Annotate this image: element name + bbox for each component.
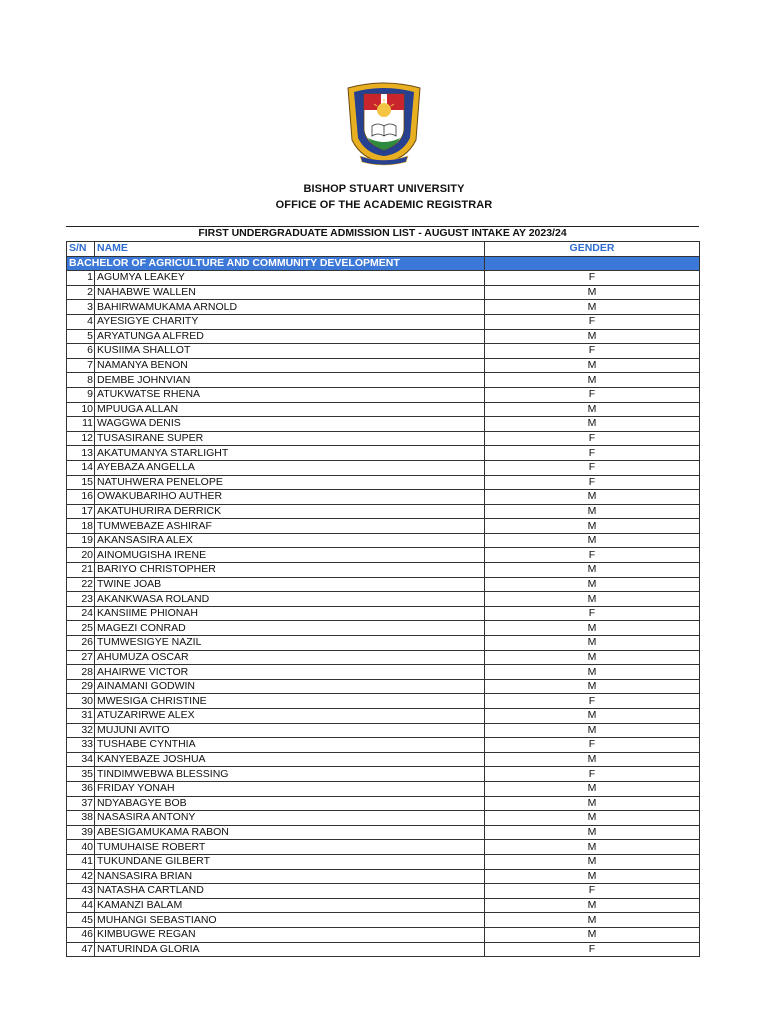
row-gender: M bbox=[485, 840, 700, 855]
row-gender: F bbox=[485, 694, 700, 709]
row-sn: 39 bbox=[67, 825, 95, 840]
row-sn: 13 bbox=[67, 446, 95, 461]
row-sn: 40 bbox=[67, 840, 95, 855]
table-row bbox=[67, 913, 700, 928]
row-name: ATUKWATSE RHENA bbox=[95, 387, 485, 402]
row-sn: 20 bbox=[67, 548, 95, 563]
row-sn: 23 bbox=[67, 592, 95, 607]
row-gender: M bbox=[485, 563, 700, 578]
row-sn: 43 bbox=[67, 884, 95, 899]
row-gender: F bbox=[485, 606, 700, 621]
row-sn: 28 bbox=[67, 665, 95, 680]
row-sn: 3 bbox=[67, 300, 95, 315]
row-gender: M bbox=[485, 300, 700, 315]
row-gender: M bbox=[485, 709, 700, 724]
row-gender: M bbox=[485, 329, 700, 344]
table-row bbox=[67, 621, 700, 636]
table-row bbox=[67, 300, 700, 315]
row-name: KUSIIMA SHALLOT bbox=[95, 344, 485, 359]
row-sn: 18 bbox=[67, 519, 95, 534]
admission-table bbox=[66, 241, 700, 957]
row-sn: 11 bbox=[67, 417, 95, 432]
table-row bbox=[67, 694, 700, 709]
row-gender: M bbox=[485, 577, 700, 592]
row-name: TUSASIRANE SUPER bbox=[95, 431, 485, 446]
row-name: NAMANYA BENON bbox=[95, 358, 485, 373]
list-title: FIRST UNDERGRADUATE ADMISSION LIST - AUGUST INTAKE AY 2023/24 bbox=[198, 227, 567, 239]
row-sn: 30 bbox=[67, 694, 95, 709]
row-gender: M bbox=[485, 504, 700, 519]
row-sn: 31 bbox=[67, 709, 95, 724]
table-row bbox=[67, 314, 700, 329]
row-gender: M bbox=[485, 811, 700, 826]
row-gender: M bbox=[485, 898, 700, 913]
table-row bbox=[67, 781, 700, 796]
row-gender: F bbox=[485, 314, 700, 329]
row-name: DEMBE JOHNVIAN bbox=[95, 373, 485, 388]
row-sn: 36 bbox=[67, 781, 95, 796]
row-name: AKATUMANYA STARLIGHT bbox=[95, 446, 485, 461]
row-name: BARIYO CHRISTOPHER bbox=[95, 563, 485, 578]
row-name: WAGGWA DENIS bbox=[95, 417, 485, 432]
row-gender: M bbox=[485, 650, 700, 665]
table-row bbox=[67, 519, 700, 534]
table-row bbox=[67, 358, 700, 373]
column-header-name: NAME bbox=[95, 242, 485, 257]
row-sn: 38 bbox=[67, 811, 95, 826]
row-sn: 42 bbox=[67, 869, 95, 884]
table-row bbox=[67, 577, 700, 592]
column-header-gender: GENDER bbox=[485, 242, 700, 257]
row-name: NATURINDA GLORIA bbox=[95, 942, 485, 957]
table-row bbox=[67, 606, 700, 621]
row-gender: M bbox=[485, 636, 700, 651]
table-row bbox=[67, 723, 700, 738]
row-sn: 1 bbox=[67, 271, 95, 286]
row-name: OWAKUBARIHO AUTHER bbox=[95, 490, 485, 505]
row-name: TUMWESIGYE NAZIL bbox=[95, 636, 485, 651]
row-name: TUMUHAISE ROBERT bbox=[95, 840, 485, 855]
row-sn: 7 bbox=[67, 358, 95, 373]
row-sn: 22 bbox=[67, 577, 95, 592]
row-gender: M bbox=[485, 358, 700, 373]
row-gender: M bbox=[485, 752, 700, 767]
table-row bbox=[67, 942, 700, 957]
row-name: AKANSASIRA ALEX bbox=[95, 533, 485, 548]
row-name: KIMBUGWE REGAN bbox=[95, 927, 485, 942]
row-name: KANYEBAZE JOSHUA bbox=[95, 752, 485, 767]
row-gender: M bbox=[485, 927, 700, 942]
row-name: AYESIGYE CHARITY bbox=[95, 314, 485, 329]
table-row bbox=[67, 752, 700, 767]
row-name: AINAMANI GODWIN bbox=[95, 679, 485, 694]
table-row bbox=[67, 344, 700, 359]
row-gender: F bbox=[485, 344, 700, 359]
row-name: KAMANZI BALAM bbox=[95, 898, 485, 913]
program-row-blank bbox=[485, 256, 700, 271]
row-sn: 24 bbox=[67, 606, 95, 621]
row-sn: 34 bbox=[67, 752, 95, 767]
row-name: AINOMUGISHA IRENE bbox=[95, 548, 485, 563]
row-sn: 21 bbox=[67, 563, 95, 578]
row-gender: F bbox=[485, 431, 700, 446]
row-sn: 4 bbox=[67, 314, 95, 329]
table-row bbox=[67, 665, 700, 680]
row-sn: 41 bbox=[67, 854, 95, 869]
table-row bbox=[67, 271, 700, 286]
row-name: NAHABWE WALLEN bbox=[95, 285, 485, 300]
row-name: AKANKWASA ROLAND bbox=[95, 592, 485, 607]
row-sn: 6 bbox=[67, 344, 95, 359]
row-name: MPUUGA ALLAN bbox=[95, 402, 485, 417]
row-sn: 35 bbox=[67, 767, 95, 782]
table-row bbox=[67, 417, 700, 432]
row-sn: 45 bbox=[67, 913, 95, 928]
row-name: KANSIIME PHIONAH bbox=[95, 606, 485, 621]
row-gender: M bbox=[485, 679, 700, 694]
row-gender: M bbox=[485, 490, 700, 505]
row-gender: M bbox=[485, 402, 700, 417]
table-row bbox=[67, 854, 700, 869]
row-gender: M bbox=[485, 913, 700, 928]
row-gender: F bbox=[485, 767, 700, 782]
row-sn: 27 bbox=[67, 650, 95, 665]
table-row bbox=[67, 373, 700, 388]
row-sn: 9 bbox=[67, 387, 95, 402]
row-sn: 8 bbox=[67, 373, 95, 388]
row-name: MUJUNI AVITO bbox=[95, 723, 485, 738]
row-name: NATASHA CARTLAND bbox=[95, 884, 485, 899]
row-sn: 33 bbox=[67, 738, 95, 753]
row-gender: F bbox=[485, 475, 700, 490]
row-name: AHUMUZA OSCAR bbox=[95, 650, 485, 665]
row-name: MUHANGI SEBASTIANO bbox=[95, 913, 485, 928]
table-row bbox=[67, 796, 700, 811]
table-row bbox=[67, 475, 700, 490]
row-gender: M bbox=[485, 519, 700, 534]
row-sn: 26 bbox=[67, 636, 95, 651]
row-name: FRIDAY YONAH bbox=[95, 781, 485, 796]
row-name: ATUZARIRWE ALEX bbox=[95, 709, 485, 724]
row-sn: 37 bbox=[67, 796, 95, 811]
table-row bbox=[67, 592, 700, 607]
row-gender: F bbox=[485, 942, 700, 957]
row-gender: M bbox=[485, 781, 700, 796]
table-row bbox=[67, 927, 700, 942]
row-name: ABESIGAMUKAMA RABON bbox=[95, 825, 485, 840]
row-name: NASASIRA ANTONY bbox=[95, 811, 485, 826]
row-gender: M bbox=[485, 417, 700, 432]
row-gender: F bbox=[485, 460, 700, 475]
row-sn: 32 bbox=[67, 723, 95, 738]
row-name: AHAIRWE VICTOR bbox=[95, 665, 485, 680]
table-row bbox=[67, 460, 700, 475]
row-gender: F bbox=[485, 884, 700, 899]
row-name: NDYABAGYE BOB bbox=[95, 796, 485, 811]
row-gender: M bbox=[485, 592, 700, 607]
table-row bbox=[67, 709, 700, 724]
table-row bbox=[67, 884, 700, 899]
table-row bbox=[67, 548, 700, 563]
row-name: MWESIGA CHRISTINE bbox=[95, 694, 485, 709]
row-gender: M bbox=[485, 825, 700, 840]
row-name: ARYATUNGA ALFRED bbox=[95, 329, 485, 344]
program-name: BACHELOR OF AGRICULTURE AND COMMUNITY DEVELOPMENT bbox=[67, 256, 485, 271]
row-sn: 12 bbox=[67, 431, 95, 446]
column-header-sn: S/N bbox=[67, 242, 95, 257]
row-sn: 29 bbox=[67, 679, 95, 694]
row-sn: 2 bbox=[67, 285, 95, 300]
table-row bbox=[67, 504, 700, 519]
table-row bbox=[67, 533, 700, 548]
table-row bbox=[67, 825, 700, 840]
row-sn: 47 bbox=[67, 942, 95, 957]
row-gender: M bbox=[485, 373, 700, 388]
row-name: NATUHWERA PENELOPE bbox=[95, 475, 485, 490]
row-sn: 46 bbox=[67, 927, 95, 942]
table-header-row bbox=[67, 242, 700, 257]
row-gender: M bbox=[485, 621, 700, 636]
row-gender: M bbox=[485, 723, 700, 738]
row-name: BAHIRWAMUKAMA ARNOLD bbox=[95, 300, 485, 315]
row-gender: F bbox=[485, 387, 700, 402]
table-row bbox=[67, 285, 700, 300]
row-gender: F bbox=[485, 446, 700, 461]
row-gender: M bbox=[485, 285, 700, 300]
row-sn: 19 bbox=[67, 533, 95, 548]
table-row bbox=[67, 840, 700, 855]
row-gender: M bbox=[485, 665, 700, 680]
program-row bbox=[67, 256, 700, 271]
table-row bbox=[67, 811, 700, 826]
table-row bbox=[67, 402, 700, 417]
row-gender: M bbox=[485, 796, 700, 811]
table-row bbox=[67, 490, 700, 505]
table-row bbox=[67, 869, 700, 884]
table-row bbox=[67, 329, 700, 344]
table-row bbox=[67, 738, 700, 753]
row-sn: 44 bbox=[67, 898, 95, 913]
table-row bbox=[67, 387, 700, 402]
row-name: TUKUNDANE GILBERT bbox=[95, 854, 485, 869]
row-sn: 17 bbox=[67, 504, 95, 519]
row-gender: M bbox=[485, 533, 700, 548]
row-name: TINDIMWEBWA BLESSING bbox=[95, 767, 485, 782]
row-sn: 25 bbox=[67, 621, 95, 636]
row-name: AKATUHURIRA DERRICK bbox=[95, 504, 485, 519]
table-row bbox=[67, 446, 700, 461]
table-row bbox=[67, 431, 700, 446]
table-row bbox=[67, 636, 700, 651]
row-gender: F bbox=[485, 548, 700, 563]
row-gender: F bbox=[485, 271, 700, 286]
row-sn: 15 bbox=[67, 475, 95, 490]
university-name: BISHOP STUART UNIVERSITY bbox=[303, 183, 465, 195]
row-name: MAGEZI CONRAD bbox=[95, 621, 485, 636]
row-sn: 16 bbox=[67, 490, 95, 505]
row-name: TUSHABE CYNTHIA bbox=[95, 738, 485, 753]
row-sn: 14 bbox=[67, 460, 95, 475]
row-gender: M bbox=[485, 854, 700, 869]
table-row bbox=[67, 650, 700, 665]
row-gender: M bbox=[485, 869, 700, 884]
row-name: AYEBAZA ANGELLA bbox=[95, 460, 485, 475]
row-sn: 5 bbox=[67, 329, 95, 344]
row-name: NANSASIRA BRIAN bbox=[95, 869, 485, 884]
university-crest-logo bbox=[346, 80, 422, 166]
office-name: OFFICE OF THE ACADEMIC REGISTRAR bbox=[275, 199, 493, 211]
row-sn: 10 bbox=[67, 402, 95, 417]
table-row bbox=[67, 898, 700, 913]
row-name: TWINE JOAB bbox=[95, 577, 485, 592]
table-row bbox=[67, 679, 700, 694]
row-name: AGUMYA LEAKEY bbox=[95, 271, 485, 286]
row-gender: F bbox=[485, 738, 700, 753]
table-row bbox=[67, 563, 700, 578]
row-name: TUMWEBAZE ASHIRAF bbox=[95, 519, 485, 534]
table-row bbox=[67, 767, 700, 782]
